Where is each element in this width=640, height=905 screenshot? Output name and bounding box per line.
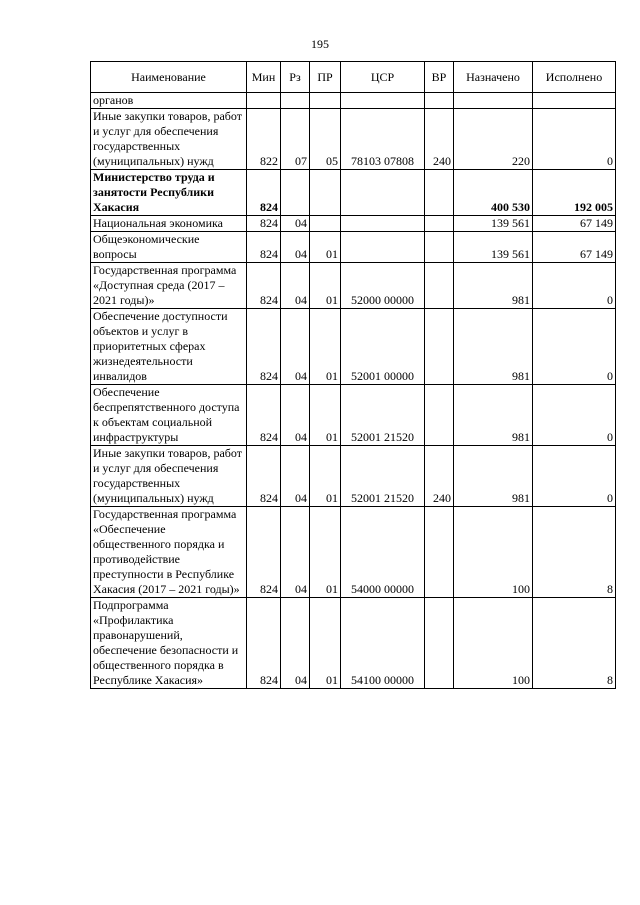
cell-rz: 04 (281, 385, 310, 446)
cell-assigned: 139 561 (454, 216, 533, 232)
cell-min: 824 (247, 232, 281, 263)
cell-rz: 04 (281, 507, 310, 598)
table-row (91, 170, 616, 216)
cell-vr (425, 93, 454, 109)
cell-min: 824 (247, 598, 281, 689)
cell-pr: 05 (310, 109, 341, 170)
cell-min: 824 (247, 216, 281, 232)
table-row (91, 598, 616, 689)
cell-assigned: 220 (454, 109, 533, 170)
cell-vr: 240 (425, 109, 454, 170)
cell-csr (341, 93, 425, 109)
cell-pr (310, 216, 341, 232)
cell-name: Иные закупки товаров, работ и услуг для обеспечения государственных (муниципальных) нужд (91, 446, 247, 507)
cell-pr: 01 (310, 232, 341, 263)
budget-table (90, 61, 616, 689)
cell-name: Обеспечение доступности объектов и услуг в приоритетных сферах жизнедеятельности инвалидов (91, 309, 247, 385)
cell-name: Национальная экономика (91, 216, 247, 232)
cell-assigned: 981 (454, 309, 533, 385)
cell-name: Общеэкономические вопросы (91, 232, 247, 263)
cell-executed: 0 (533, 446, 616, 507)
cell-executed: 0 (533, 309, 616, 385)
cell-name: Иные закупки товаров, работ и услуг для обеспечения государственных (муниципальных) нужд (91, 109, 247, 170)
cell-rz: 04 (281, 263, 310, 309)
cell-csr: 52001 21520 (341, 446, 425, 507)
cell-name: Обеспечение беспрепятственного доступа к объектам социальной инфраструктуры (91, 385, 247, 446)
cell-executed: 0 (533, 109, 616, 170)
cell-name: Подпрограмма «Профилактика правонарушений, обеспечение безопасности и общественного порядка в Республике Хакасия» (91, 598, 247, 689)
table-row (91, 263, 616, 309)
cell-pr: 01 (310, 263, 341, 309)
cell-min: 824 (247, 385, 281, 446)
cell-pr: 01 (310, 598, 341, 689)
cell-executed: 8 (533, 507, 616, 598)
cell-csr: 54000 00000 (341, 507, 425, 598)
table-row (91, 507, 616, 598)
header-csr: ЦСР (341, 62, 425, 93)
table-row (91, 446, 616, 507)
cell-assigned: 981 (454, 263, 533, 309)
cell-executed (533, 93, 616, 109)
cell-assigned: 100 (454, 507, 533, 598)
header-assigned: Назначено (454, 62, 533, 93)
cell-rz: 04 (281, 598, 310, 689)
cell-min: 824 (247, 507, 281, 598)
cell-name: Государственная программа «Доступная среда (2017 – 2021 годы)» (91, 263, 247, 309)
cell-vr (425, 216, 454, 232)
cell-pr: 01 (310, 309, 341, 385)
cell-vr (425, 309, 454, 385)
cell-executed: 192 005 (533, 170, 616, 216)
cell-min: 824 (247, 309, 281, 385)
cell-executed: 67 149 (533, 216, 616, 232)
cell-csr (341, 216, 425, 232)
header-name: Наименование (91, 62, 247, 93)
cell-csr: 78103 07808 (341, 109, 425, 170)
cell-pr: 01 (310, 446, 341, 507)
table-row (91, 109, 616, 170)
cell-pr: 01 (310, 507, 341, 598)
cell-assigned: 981 (454, 385, 533, 446)
cell-rz: 04 (281, 216, 310, 232)
cell-min: 824 (247, 263, 281, 309)
cell-min: 824 (247, 170, 281, 216)
cell-vr (425, 385, 454, 446)
cell-min (247, 93, 281, 109)
cell-csr: 52001 00000 (341, 309, 425, 385)
cell-csr: 52001 21520 (341, 385, 425, 446)
page-number: 195 (311, 37, 329, 51)
cell-rz: 04 (281, 309, 310, 385)
cell-rz (281, 170, 310, 216)
cell-csr (341, 232, 425, 263)
cell-pr (310, 170, 341, 216)
cell-vr (425, 170, 454, 216)
cell-assigned: 981 (454, 446, 533, 507)
cell-assigned (454, 93, 533, 109)
cell-vr (425, 598, 454, 689)
header-pr: ПР (310, 62, 341, 93)
cell-vr (425, 232, 454, 263)
cell-min: 822 (247, 109, 281, 170)
cell-csr: 52000 00000 (341, 263, 425, 309)
cell-assigned: 100 (454, 598, 533, 689)
cell-rz: 04 (281, 446, 310, 507)
cell-executed: 67 149 (533, 232, 616, 263)
cell-rz: 07 (281, 109, 310, 170)
table-row (91, 93, 616, 109)
table-row (91, 232, 616, 263)
cell-vr (425, 507, 454, 598)
cell-rz (281, 93, 310, 109)
cell-assigned: 400 530 (454, 170, 533, 216)
cell-name: Государственная программа «Обеспечение общественного порядка и противодействие преступности в Республике Хакасия (2017 – 2021 годы)» (91, 507, 247, 598)
cell-assigned: 139 561 (454, 232, 533, 263)
cell-min: 824 (247, 446, 281, 507)
table-row (91, 309, 616, 385)
cell-name: Министерство труда и занятости Республики Хакасия (91, 170, 247, 216)
cell-vr: 240 (425, 446, 454, 507)
header-vr: ВР (425, 62, 454, 93)
table-row (91, 216, 616, 232)
cell-executed: 0 (533, 385, 616, 446)
cell-pr: 01 (310, 385, 341, 446)
cell-csr: 54100 00000 (341, 598, 425, 689)
cell-vr (425, 263, 454, 309)
cell-executed: 0 (533, 263, 616, 309)
cell-pr (310, 93, 341, 109)
header-rz: Рз (281, 62, 310, 93)
cell-name: органов (91, 93, 247, 109)
header-min: Мин (247, 62, 281, 93)
header-executed: Исполнено (533, 62, 616, 93)
cell-csr (341, 170, 425, 216)
cell-executed: 8 (533, 598, 616, 689)
table-row (91, 385, 616, 446)
cell-rz: 04 (281, 232, 310, 263)
table-header-row (91, 62, 616, 93)
